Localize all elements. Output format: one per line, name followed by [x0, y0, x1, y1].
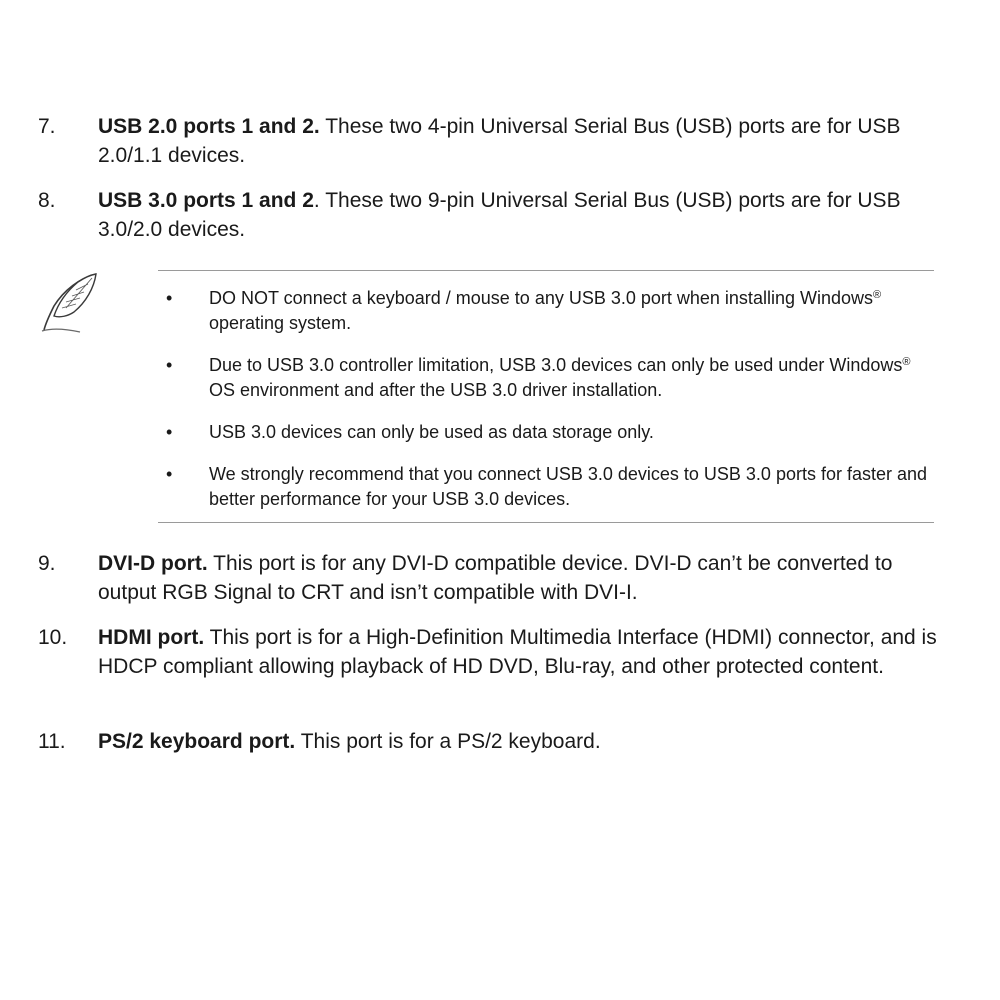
port-item-dvid: [38, 549, 938, 607]
port-item-ps2: [38, 727, 938, 756]
bullet-dot: •: [166, 422, 173, 442]
item-number: 9.: [38, 552, 56, 575]
item-description: This port is for any DVI-D compatible device. DVI-D can’t be converted to output RGB Signal to CRT and isn’t compatible with DVI-I.: [98, 552, 893, 604]
note-bottom-divider: [158, 522, 934, 523]
item-term: USB 2.0 ports 1 and 2.: [98, 115, 320, 138]
bullet-text-part: OS environment and after the USB 3.0 driver installation.: [209, 380, 663, 400]
bullet-text-part: operating system.: [209, 313, 352, 333]
item-number: 7.: [38, 115, 56, 138]
registered-mark: ®: [873, 289, 882, 301]
item-body: [98, 112, 938, 170]
item-description: . These two 9-pin Universal Serial Bus (USB) ports are for USB 3.0/2.0 devices.: [98, 189, 901, 241]
item-body: [98, 186, 938, 244]
bullet-text: [209, 353, 934, 403]
note-top-divider: [158, 270, 934, 271]
item-body: [98, 623, 938, 681]
item-number: 11.: [38, 730, 66, 753]
bullet-text-part: Due to USB 3.0 controller limitation, USB 3.0 devices can only be used under Windows: [209, 355, 903, 375]
bullet-dot: •: [166, 288, 173, 308]
item-description: This port is for a PS/2 keyboard.: [295, 730, 601, 753]
item-body: [98, 549, 938, 607]
bullet-dot: •: [166, 464, 173, 484]
item-term: USB 3.0 ports 1 and 2: [98, 189, 314, 212]
port-item-usb20: [38, 112, 938, 170]
item-term: PS/2 keyboard port.: [98, 730, 296, 753]
registered-mark: ®: [902, 356, 911, 368]
quill-pen-icon: [36, 270, 102, 336]
item-number: 8.: [38, 189, 56, 212]
note-bullet: [160, 286, 940, 336]
bullet-text: [209, 286, 934, 336]
item-body: [98, 727, 938, 756]
bullet-text: We strongly recommend that you connect USB 3.0 devices to USB 3.0 ports for faster and better performance for your USB 3.0 devices.: [209, 464, 928, 509]
bullet-text-part: DO NOT connect a keyboard / mouse to any USB 3.0 port when installing Windows: [209, 288, 873, 308]
bullet-dot: •: [166, 355, 173, 375]
note-bullet: [160, 353, 940, 403]
item-number: 10.: [38, 626, 68, 649]
item-description: These two 4-pin Universal Serial Bus (USB) ports are for USB 2.0/1.1 devices.: [98, 115, 901, 167]
port-item-usb30: [38, 186, 938, 244]
item-term: HDMI port.: [98, 626, 205, 649]
note-bullet: [160, 420, 940, 445]
port-item-hdmi: [38, 623, 938, 681]
item-term: DVI-D port.: [98, 552, 208, 575]
note-bullet: [160, 462, 940, 512]
bullet-text: USB 3.0 devices can only be used as data storage only.: [209, 422, 654, 442]
item-description: This port is for a High-Definition Multimedia Interface (HDMI) connector, and is HDCP compliant allowing playback of HD DVD, Blu-ray, and other protected content.: [98, 626, 937, 678]
